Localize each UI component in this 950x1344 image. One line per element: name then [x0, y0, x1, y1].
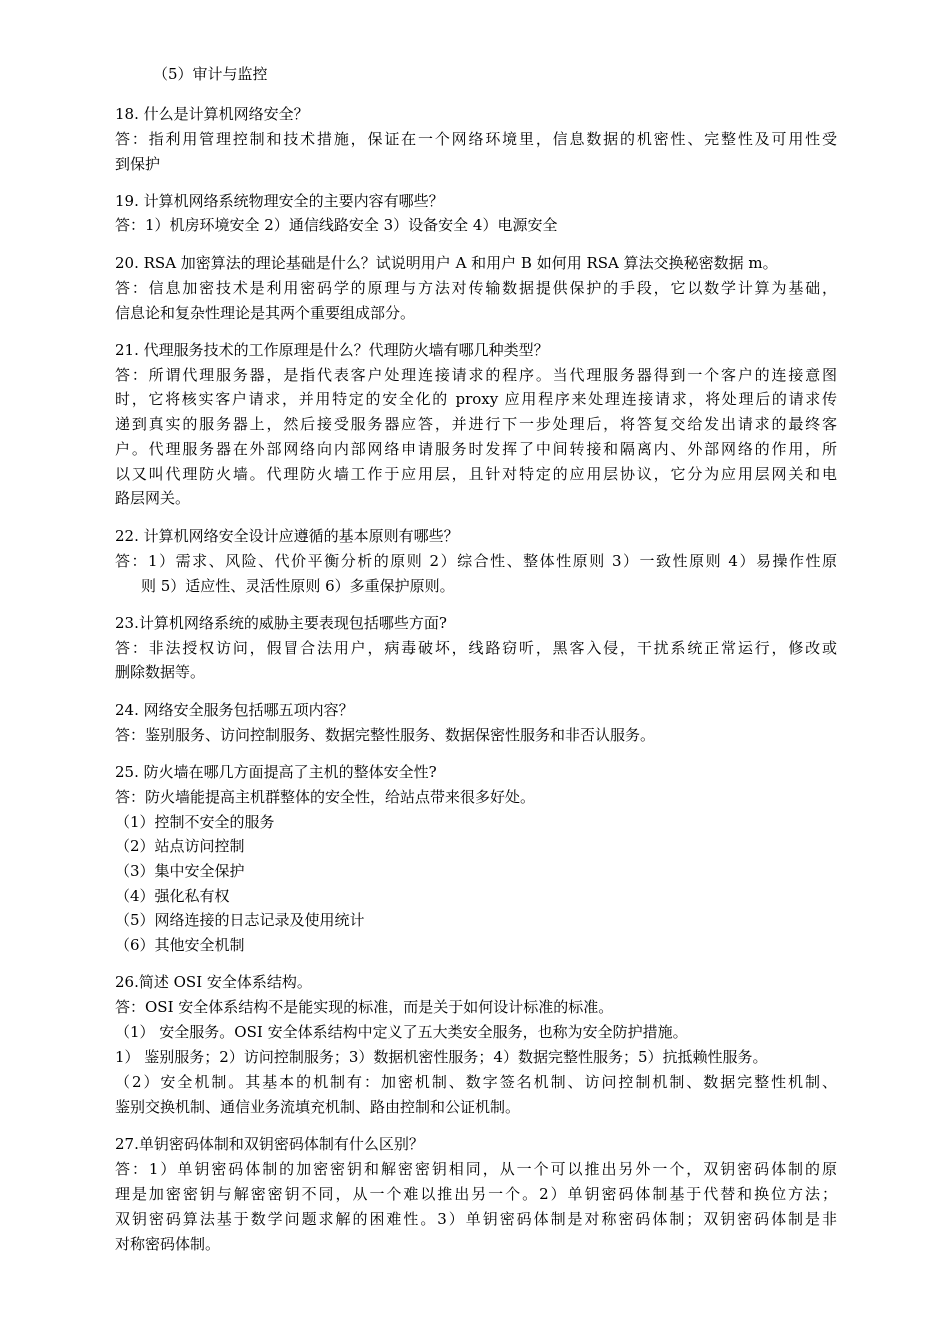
- answer-text: 双钥密码算法基于数学问题求解的困难性。3）单钥密码体制是对称密码体制；双钥密码体制是非: [115, 1210, 837, 1228]
- list-item: （3）集中安全保护: [115, 862, 245, 880]
- answer-text: 递到真实的服务器上，然后接受服务器应答，并进行下一步处理后，将答复交给发出请求的最终客: [115, 415, 837, 433]
- answer-text: 答：鉴别服务、访问控制服务、数据完整性服务、数据保密性服务和非否认服务。: [115, 726, 656, 744]
- list-item: （4）强化私有权: [115, 887, 230, 905]
- answer-text: 答：OSI 安全体系结构不是能实现的标准，而是关于如何设计标准的标准。: [115, 998, 614, 1016]
- question-heading: 18. 什么是计算机网络安全？: [115, 105, 309, 123]
- question-heading: 26.简述 OSI 安全体系结构。: [115, 973, 312, 991]
- answer-text: 答：指利用管理控制和技术措施，保证在一个网络环境里，信息数据的机密性、完整性及可用性受: [115, 130, 837, 148]
- answer-text: 对称密码体制。: [115, 1235, 221, 1253]
- answer-text: 答：非法授权访问，假冒合法用户，病毒破坏，线路窃听，黑客入侵，干扰系统正常运行，修改或: [115, 639, 837, 657]
- answer-text: 到保护: [115, 155, 161, 173]
- answer-text: 答：1）需求、风险、代价平衡分析的原则 2）综合性、整体性原则 3）一致性原则 4）易操作性原: [115, 552, 837, 570]
- answer-text: 删除数据等。: [115, 663, 206, 681]
- answer-text: 路层网关。: [115, 489, 191, 507]
- answer-text: 鉴别交换机制、通信业务流填充机制、路由控制和公证机制。: [115, 1098, 521, 1116]
- list-item: （1）控制不安全的服务: [115, 813, 275, 831]
- answer-text: （1） 安全服务。OSI 安全体系结构中定义了五大类安全服务，也称为安全防护措施。: [115, 1023, 688, 1041]
- answer-text: 理是加密密钥与解密密钥不同，从一个难以推出另一个。2）单钥密码体制基于代替和换位方法；: [115, 1185, 837, 1203]
- answer-text: 信息论和复杂性理论是其两个重要组成部分。: [115, 304, 416, 322]
- list-item: （5）审计与监控: [153, 65, 268, 83]
- answer-text: 时，它将核实客户请求，并用特定的安全化的 proxy 应用程序来处理连接请求，将处理后的请求传: [115, 390, 837, 408]
- answer-text: 以又叫代理防火墙。代理防火墙工作于应用层，且针对特定的应用层协议，它分为应用层网关和电: [115, 465, 837, 483]
- answer-text: 户。代理服务器在外部网络向内部网络申请服务时发挥了中间转接和隔离内、外部网络的作用，所: [115, 440, 837, 458]
- list-item: （6）其他安全机制: [115, 936, 245, 954]
- answer-text: 答：1）单钥密码体制的加密密钥和解密密钥相同，从一个可以推出另外一个，双钥密码体制的原: [115, 1160, 837, 1178]
- question-heading: 21. 代理服务技术的工作原理是什么？代理防火墙有哪几种类型？: [115, 341, 549, 359]
- answer-text: 1） 鉴别服务；2）访问控制服务；3）数据机密性服务；4）数据完整性服务；5）抗抵赖性服务。: [115, 1048, 768, 1066]
- question-heading: 27.单钥密码体制和双钥密码体制有什么区别？: [115, 1135, 424, 1153]
- question-heading: 24. 网络安全服务包括哪五项内容？: [115, 701, 354, 719]
- list-item: （2）站点访问控制: [115, 837, 245, 855]
- answer-text: 答：所谓代理服务器，是指代表客户处理连接请求的程序。当代理服务器得到一个客户的连接意图: [115, 366, 837, 384]
- question-heading: 22. 计算机网络安全设计应遵循的基本原则有哪些？: [115, 527, 459, 545]
- question-heading: 20. RSA 加密算法的理论基础是什么？试说明用户 A 和用户 B 如何用 RSA 算法交换秘密数据 m。: [115, 254, 778, 272]
- answer-text: （2）安全机制。其基本的机制有：加密机制、数字签名机制、访问控制机制、数据完整性机制、: [115, 1073, 837, 1091]
- question-heading: 25. 防火墙在哪几方面提高了主机的整体安全性?: [115, 763, 437, 781]
- answer-text: 则 5）适应性、灵活性原则 6）多重保护原则。: [141, 577, 455, 595]
- answer-text: 答：1）机房环境安全 2）通信线路安全 3）设备安全 4）电源安全: [115, 216, 558, 234]
- answer-text: 答：信息加密技术是利用密码学的原理与方法对传输数据提供保护的手段，它以数学计算为基础，: [115, 279, 837, 297]
- answer-text: 答：防火墙能提高主机群整体的安全性，给站点带来很多好处。: [115, 788, 536, 806]
- question-heading: 19. 计算机网络系统物理安全的主要内容有哪些？: [115, 192, 444, 210]
- list-item: （5）网络连接的日志记录及使用统计: [115, 911, 365, 929]
- question-heading: 23.计算机网络系统的威胁主要表现包括哪些方面?: [115, 614, 447, 632]
